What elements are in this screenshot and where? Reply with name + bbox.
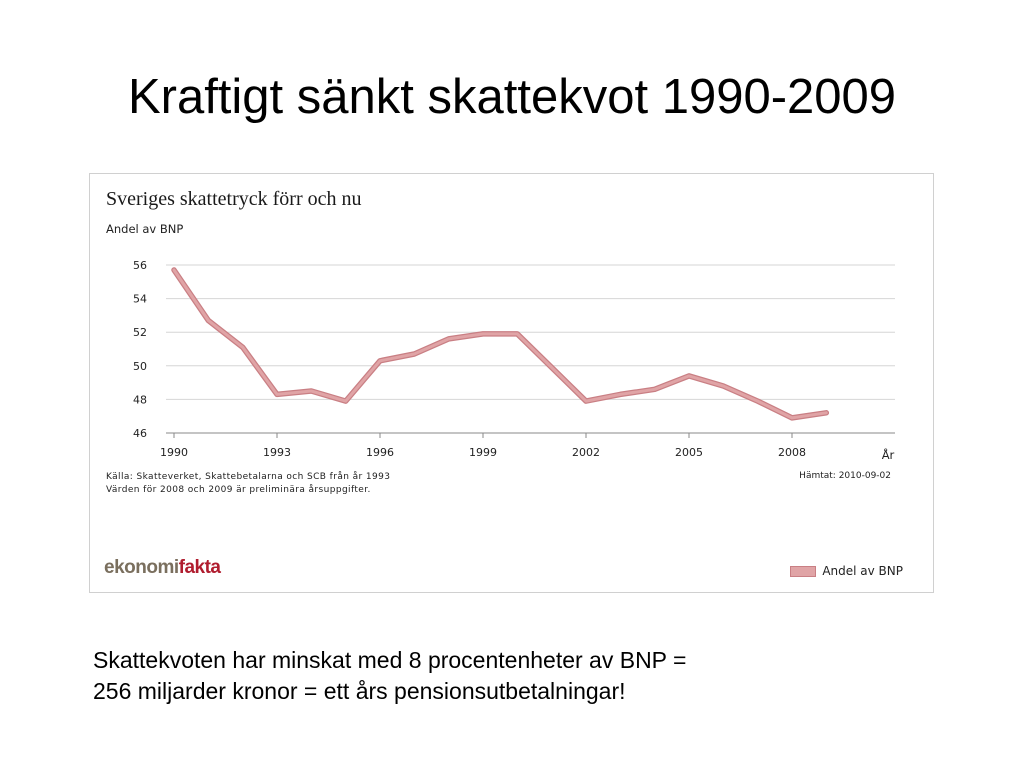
legend xyxy=(790,564,903,578)
x-tick-label: 1990 xyxy=(160,446,188,459)
fetched-date: Hämtat: 2010-09-02 xyxy=(799,471,891,481)
body-text xyxy=(93,645,686,707)
y-axis-label: Andel av BNP xyxy=(106,222,184,236)
source-line: Källa: Skatteverket, Skattebetalarna och SCB från år 1993 xyxy=(106,472,391,482)
logo-part2: fakta xyxy=(178,557,221,578)
series-line-outline xyxy=(174,270,826,418)
y-tick-label: 46 xyxy=(133,427,147,440)
x-tick-label: 1999 xyxy=(469,446,497,459)
x-tick-label: 2005 xyxy=(675,446,703,459)
x-tick-label: 1993 xyxy=(263,446,291,459)
y-tick-label: 50 xyxy=(133,359,147,373)
y-tick-label: 56 xyxy=(133,259,147,272)
x-axis-label: År xyxy=(881,448,895,462)
x-tick-label: 1996 xyxy=(366,446,394,459)
x-tick-label: 2008 xyxy=(778,446,806,459)
chart-card xyxy=(89,173,934,593)
body-line: Skattekvoten har minskat med 8 procentenheter av BNP = xyxy=(93,647,687,673)
logo-part1: ekonomi xyxy=(104,557,179,578)
source-note xyxy=(106,471,390,497)
slide-title: Kraftigt sänkt skattekvot 1990-2009 xyxy=(127,70,897,124)
x-tick-label: 2002 xyxy=(572,446,600,459)
y-tick-label: 48 xyxy=(133,393,147,407)
line-chart xyxy=(90,174,935,594)
ekonomifakta-logo xyxy=(104,558,220,578)
chart-title: Sveriges skattetryck förr och nu xyxy=(106,188,362,210)
y-tick-label: 52 xyxy=(133,326,147,340)
series-line xyxy=(174,270,826,418)
legend-swatch xyxy=(790,566,816,577)
legend-label: Andel av BNP xyxy=(822,564,903,578)
body-line: 256 miljarder kronor = ett års pensionsutbetalningar! xyxy=(93,678,626,704)
y-tick-label: 54 xyxy=(133,292,147,306)
source-line: Värden för 2008 och 2009 är preliminära årsuppgifter. xyxy=(106,485,371,495)
